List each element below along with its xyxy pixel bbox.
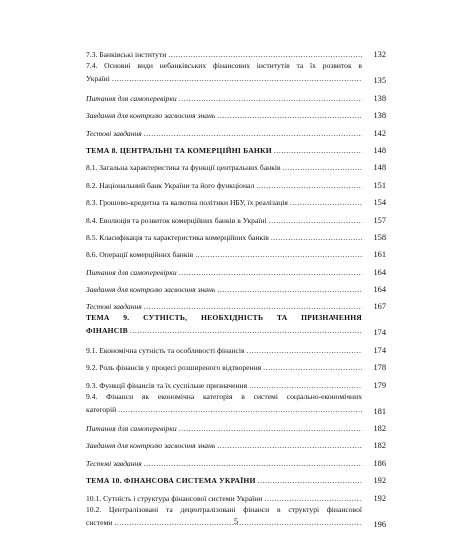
toc-entry-page: 167 bbox=[373, 302, 386, 312]
toc-entry-page: 151 bbox=[373, 180, 386, 190]
toc-entry-page: 181 bbox=[373, 406, 386, 416]
toc-entry-line bbox=[86, 146, 362, 155]
dot-leader bbox=[271, 233, 362, 242]
toc-entry-line bbox=[86, 476, 362, 485]
toc-entry-text-cell bbox=[86, 355, 370, 372]
dot-leader bbox=[144, 302, 362, 311]
toc-entry bbox=[86, 85, 386, 102]
toc-entry bbox=[86, 259, 386, 276]
toc-entry bbox=[86, 172, 386, 189]
toc-entry-continuation bbox=[86, 72, 362, 85]
toc-entry-line bbox=[86, 129, 362, 138]
toc-entry bbox=[86, 138, 386, 155]
toc-entry-text-cell bbox=[86, 172, 370, 189]
dot-leader bbox=[217, 111, 362, 120]
toc-entry-title: ТЕМА 8. ЦЕНТРАЛЬНІ ТА КОМЕРЦІЙНІ БАНКИ bbox=[86, 145, 272, 155]
toc-entry-line bbox=[86, 94, 362, 103]
toc-entry-page: 182 bbox=[373, 441, 386, 451]
toc-entry bbox=[86, 450, 386, 467]
toc-entry-text-cell bbox=[86, 450, 370, 467]
toc-body bbox=[86, 42, 386, 529]
dot-leader bbox=[144, 459, 362, 468]
toc-entry-text-cell bbox=[86, 207, 370, 224]
toc-entry-title: ТЕМА 10. ФІНАНСОВА СИСТЕМА УКРАЇНИ bbox=[86, 476, 256, 486]
dot-leader bbox=[264, 494, 362, 503]
toc-entry bbox=[86, 468, 386, 485]
toc-entry-continuation bbox=[86, 403, 362, 416]
toc-entry-line bbox=[86, 198, 362, 207]
toc-entry-title: Питання для самоперевірки bbox=[86, 424, 177, 434]
toc-entry-text-cell bbox=[86, 59, 370, 85]
toc-entry-page: 138 bbox=[373, 93, 386, 103]
dot-leader bbox=[179, 424, 362, 433]
toc-entry-text-cell bbox=[86, 85, 370, 102]
dot-leader bbox=[256, 181, 362, 190]
toc-entry-line bbox=[86, 494, 362, 503]
toc-entry bbox=[86, 416, 386, 433]
toc-entry bbox=[86, 155, 386, 172]
toc-entry bbox=[86, 372, 386, 389]
toc-entry bbox=[86, 390, 386, 416]
toc-entry-line bbox=[86, 250, 362, 259]
dot-leader bbox=[217, 285, 362, 294]
dot-leader bbox=[179, 268, 362, 277]
dot-leader bbox=[258, 476, 362, 485]
toc-entry-title: Тестові завдання bbox=[86, 302, 142, 312]
toc-entry-page: 135 bbox=[373, 76, 386, 86]
toc-entry-page: 142 bbox=[373, 128, 386, 138]
toc-entry-text-cell bbox=[86, 42, 370, 59]
toc-entry-title: ТЕМА 9. СУТНІСТЬ, НЕОБХІДНІСТЬ ТА ПРИЗНАЧЕННЯ bbox=[86, 313, 362, 323]
toc-entry-title: Завдання для контролю засвоєння знань bbox=[86, 285, 216, 295]
toc-entry-text-cell bbox=[86, 259, 370, 276]
toc-entry-continuation bbox=[86, 324, 362, 337]
toc-entry-line bbox=[86, 363, 362, 372]
toc-entry-title: Завдання для контролю засвоєння знань bbox=[86, 441, 216, 451]
toc-entry-page: 174 bbox=[373, 328, 386, 338]
toc-entry bbox=[86, 337, 386, 354]
toc-entry-line bbox=[86, 424, 362, 433]
toc-entry-line bbox=[86, 50, 362, 59]
toc-entry bbox=[86, 42, 386, 59]
toc-entry-line bbox=[86, 111, 362, 120]
toc-entry-title-continued: категорій bbox=[86, 404, 117, 414]
toc-entry-title: 10.1. Сутність і структура фінансової системи України bbox=[86, 493, 263, 503]
toc-entry bbox=[86, 311, 386, 337]
toc-entry-title: 9.3. Функції фінансів та їх суспільне призначення bbox=[86, 380, 248, 390]
toc-entry-title: 10.2. Централізовані та децентралізовані фінанси в структурі фінансової bbox=[86, 504, 362, 514]
toc-entry bbox=[86, 207, 386, 224]
toc-entry-page: 148 bbox=[373, 163, 386, 173]
toc-entry-page: 132 bbox=[373, 50, 386, 60]
toc-entry-title: Питання для самоперевірки bbox=[86, 93, 177, 103]
toc-entry-title: 8.5. Класифікація та характеристика комерційних банків bbox=[86, 232, 269, 242]
toc-entry bbox=[86, 120, 386, 137]
dot-leader bbox=[247, 346, 362, 355]
toc-entry-page: 182 bbox=[373, 424, 386, 434]
toc-entry-line bbox=[86, 302, 362, 311]
toc-entry-page: 164 bbox=[373, 267, 386, 277]
dot-leader bbox=[179, 94, 362, 103]
toc-entry-text-cell bbox=[86, 390, 370, 416]
toc-entry-text-cell bbox=[86, 433, 370, 450]
toc-entry-text-cell bbox=[86, 190, 370, 207]
toc-entry-line bbox=[86, 285, 362, 294]
dot-leader bbox=[274, 146, 362, 155]
toc-entry-page: 174 bbox=[373, 345, 386, 355]
toc-entry-line bbox=[86, 441, 362, 450]
toc-entry bbox=[86, 242, 386, 259]
toc-entry bbox=[86, 59, 386, 85]
toc-entry bbox=[86, 103, 386, 120]
dot-leader bbox=[290, 198, 362, 207]
toc-entry-page: 158 bbox=[373, 232, 386, 242]
toc-entry-page: 192 bbox=[373, 476, 386, 486]
toc-entry-text-cell bbox=[86, 485, 370, 502]
toc-entry-title: Тестові завдання bbox=[86, 128, 142, 138]
toc-entry-text-cell bbox=[86, 120, 370, 137]
toc-entry-title: 9.1. Економічна сутність та особливості фінансів bbox=[86, 345, 245, 355]
dot-leader bbox=[269, 216, 362, 225]
toc-entry-title: Завдання для контролю засвоєння знань bbox=[86, 111, 216, 121]
toc-entry-title: 8.2. Національний банк України та його функціонал bbox=[86, 180, 255, 190]
toc-entry-title-continued: системи bbox=[86, 517, 113, 527]
toc-entry-text-cell bbox=[86, 225, 370, 242]
toc-entry-page: 164 bbox=[373, 285, 386, 295]
toc-entry-line bbox=[86, 163, 362, 172]
toc-entry bbox=[86, 355, 386, 372]
toc-entry-line bbox=[86, 181, 362, 190]
toc-entry bbox=[86, 277, 386, 294]
dot-leader bbox=[130, 324, 362, 337]
toc-entry-title: 7.3. Банківські інститути bbox=[86, 50, 167, 60]
dot-leader bbox=[195, 250, 362, 259]
toc-entry-line bbox=[86, 216, 362, 225]
dot-leader bbox=[168, 50, 362, 59]
toc-entry-text-cell bbox=[86, 311, 370, 337]
toc-entry-page: 148 bbox=[373, 145, 386, 155]
toc-entry-page: 178 bbox=[373, 363, 386, 373]
toc-entry-title: Питання для самоперевірки bbox=[86, 267, 177, 277]
toc-entry-text-cell bbox=[86, 416, 370, 433]
dot-leader bbox=[283, 163, 362, 172]
toc-entry-page: 186 bbox=[373, 458, 386, 468]
toc-entry-page: 179 bbox=[373, 380, 386, 390]
toc-entry-title: 8.6. Операції комерційних банків bbox=[86, 250, 194, 260]
dot-leader bbox=[263, 363, 362, 372]
toc-entry-title-continued: Україні bbox=[86, 74, 110, 84]
toc-entry-line bbox=[86, 268, 362, 277]
toc-entry-page: 157 bbox=[373, 215, 386, 225]
dot-leader bbox=[144, 129, 362, 138]
toc-entry-text-cell bbox=[86, 337, 370, 354]
toc-entry-title: 8.1. Загальна характеристика та функції центральних банків bbox=[86, 163, 281, 173]
dot-leader bbox=[249, 381, 362, 390]
toc-entry-text-cell bbox=[86, 468, 370, 485]
toc-entry-page: 161 bbox=[373, 250, 386, 260]
toc-entry-page: 192 bbox=[373, 493, 386, 503]
toc-entry-title: 7.4. Основні види небанківських фінансових інститутів та їх розвиток в bbox=[86, 61, 362, 71]
toc-entry-page: 138 bbox=[373, 111, 386, 121]
toc-entry-text-cell bbox=[86, 103, 370, 120]
toc-entry-title-continued: ФІНАНСІВ bbox=[86, 326, 128, 336]
dot-leader bbox=[217, 441, 362, 450]
toc-entry-line bbox=[86, 381, 362, 390]
table-of-contents bbox=[86, 42, 386, 529]
toc-entry-page: 196 bbox=[373, 519, 386, 529]
toc-entry-text-cell bbox=[86, 242, 370, 259]
toc-entry-text-cell bbox=[86, 277, 370, 294]
toc-entry-text-cell bbox=[86, 294, 370, 311]
toc-entry-line bbox=[86, 346, 362, 355]
toc-entry bbox=[86, 485, 386, 502]
toc-entry-title: 8.3. Грошово-кредитна та валютна політики НБУ, їх реалізація bbox=[86, 198, 288, 208]
page-number: 5 bbox=[233, 517, 239, 526]
toc-entry-title: 8.4. Еволюція та розвиток комерційних банків в Україні bbox=[86, 215, 267, 225]
toc-entry-title: 9.4. Фінанси як економічна категорія в системі соціально-економічних bbox=[86, 391, 362, 401]
toc-entry bbox=[86, 294, 386, 311]
dot-leader bbox=[118, 403, 362, 416]
toc-entry-text-cell bbox=[86, 138, 370, 155]
toc-entry-title: Тестові завдання bbox=[86, 458, 142, 468]
toc-entry-text-cell bbox=[86, 155, 370, 172]
toc-entry-page: 154 bbox=[373, 198, 386, 208]
toc-entry bbox=[86, 190, 386, 207]
toc-entry-line bbox=[86, 459, 362, 468]
toc-entry-text-cell bbox=[86, 372, 370, 389]
dot-leader bbox=[112, 72, 362, 85]
toc-entry-line bbox=[86, 233, 362, 242]
toc-entry bbox=[86, 433, 386, 450]
toc-entry bbox=[86, 225, 386, 242]
toc-entry-title: 9.2. Роль фінансів у процесі розширеного відтворення bbox=[86, 363, 262, 373]
